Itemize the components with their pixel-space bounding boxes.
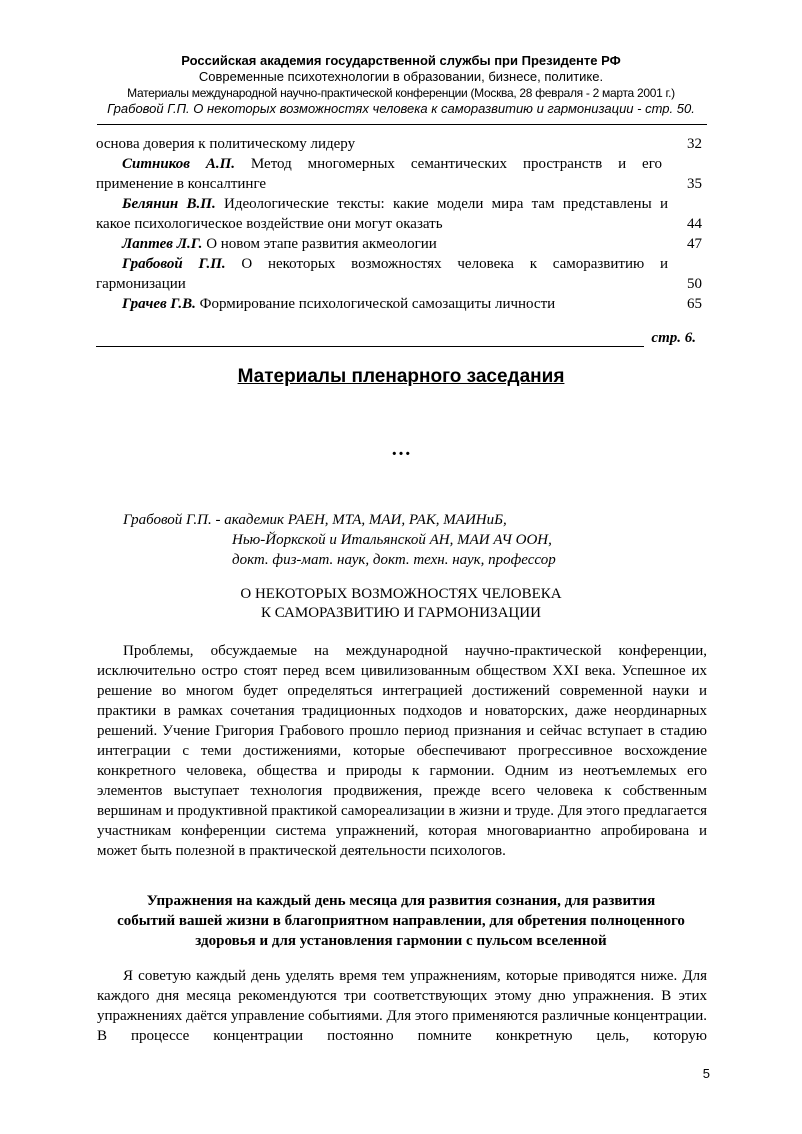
header-citation: Грабовой Г.П. О некоторых возможностях человека к саморазвитию и гармонизации - стр. 50.	[107, 101, 695, 116]
page-number: 5	[702, 1066, 710, 1081]
toc-entry-title: О новом этапе развития акмеологии	[206, 236, 437, 252]
toc-entry-author: Ситников А.П.	[122, 156, 235, 172]
toc-entry-title-cont: какое психологическое воздействие они могут оказать	[96, 216, 443, 232]
header-divider	[97, 124, 707, 125]
article-title	[60, 585, 742, 623]
toc-entry	[96, 194, 702, 214]
toc-entry-title: Идеологические тексты: какие модели мира там представлены и	[224, 196, 668, 212]
table-of-contents	[96, 134, 702, 314]
toc-entry-title: Формирование психологической самозащиты личности	[199, 296, 556, 312]
toc-entry	[96, 254, 702, 274]
toc-entry-title: О некоторых возможностях человека к саморазвитию и	[241, 256, 668, 272]
toc-entry-title-cont: гармонизации	[96, 276, 186, 292]
toc-entry-author: Грабовой Г.П.	[122, 256, 226, 272]
toc-entry-author: Белянин В.П.	[122, 196, 216, 212]
header-conference-materials: Материалы международной научно-практической конференции (Москва, 28 февраля - 2 марта 2001 г.)	[127, 86, 675, 100]
exercises-paragraph-block	[97, 966, 707, 1046]
toc-entry-page: 44	[687, 216, 702, 232]
toc-entry	[96, 154, 702, 174]
article-title-line: К САМОРАЗВИТИЮ И ГАРМОНИЗАЦИИ	[261, 605, 541, 621]
author-credentials-line: Грабовой Г.П. - академик РАЕН, МТА, МАИ, РАК, МАИНиБ,	[123, 512, 507, 528]
toc-entry	[96, 294, 702, 314]
exercises-title	[60, 891, 742, 951]
toc-entry-title: основа доверия к политическому лидеру	[96, 136, 356, 152]
section-title: Материалы пленарного заседания	[237, 366, 565, 387]
page-reference	[96, 330, 696, 350]
author-credentials-line: Нью-Йоркской и Итальянской АН, МАИ АЧ ООН,	[232, 532, 552, 548]
toc-entry-page: 50	[687, 276, 702, 292]
exercises-title-line: Упражнения на каждый день месяца для развития сознания, для развития	[146, 893, 656, 909]
header-academy: Российская академия государственной службы при Президенте РФ	[181, 53, 621, 68]
page-reference-label: стр. 6.	[651, 330, 696, 346]
page-reference-rule	[96, 346, 644, 347]
exercises-paragraph: Я советую каждый день уделять время тем упражнениям, которые приводятся ниже. Для каждого дня месяца рекомендуются три соответствующих этому дню упражнения. В этих упражнениях даётся управление событиями. Для этого применяются различные концентрации. В процессе концентрации постоянно помните конкретную цель, которую	[97, 968, 707, 1044]
toc-entry	[96, 134, 702, 154]
header-conference-topic: Современные психотехнологии в образовании, бизнесе, политике.	[198, 69, 604, 84]
intro-paragraph-block	[97, 641, 707, 861]
toc-entry-page: 65	[687, 296, 702, 312]
toc-entry-page: 32	[687, 136, 702, 152]
toc-entry-title-cont: применение в консалтинге	[96, 176, 267, 192]
toc-entry-author: Грачев Г.В.	[122, 296, 196, 312]
ellipsis-separator: …	[391, 438, 411, 460]
toc-entry-author: Лаптев Л.Г.	[122, 236, 203, 252]
intro-paragraph: Проблемы, обсуждаемые на международной научно-практической конференции, исключительно остро стоят перед всем цивилизованным обществом XXI века. Успешное их решение во многом будет определяться интеграцией достижений современной науки и практики в рамках сочетания традиционных подходов и новаторских, даже неординарных решений. Учение Григория Грабового прошло период признания и сейчас вступает в стадию интеграции с теми достижениями, которые обеспечивают прогрессивное восхождение конкретного человека, общества и природы к гармонии. Одним из неотъемлемых его элементов выступает технология продвижения, прежде всего человека к собственным вершинам и продуктивной практикой самореализации в жизни и труде. Для этого предлагается участникам конференции система упражнений, которая многовариантно апробирована и может быть полезной в практической деятельности психологов.	[97, 643, 707, 859]
author-credentials-line: докт. физ-мат. наук, докт. техн. наук, профессор	[232, 552, 556, 568]
exercises-title-line: здоровья и для установления гармонии с пульсом вселенной	[195, 933, 607, 949]
toc-entry-page: 35	[687, 176, 702, 192]
article-title-line: О НЕКОТОРЫХ ВОЗМОЖНОСТЯХ ЧЕЛОВЕКА	[240, 586, 562, 602]
exercises-title-line: событий вашей жизни в благоприятном направлении, для обретения полноценного	[117, 913, 685, 929]
toc-entry-title: Метод многомерных семантических пространств и его	[250, 156, 662, 172]
toc-entry	[96, 234, 702, 254]
toc-entry-page: 47	[687, 236, 702, 252]
